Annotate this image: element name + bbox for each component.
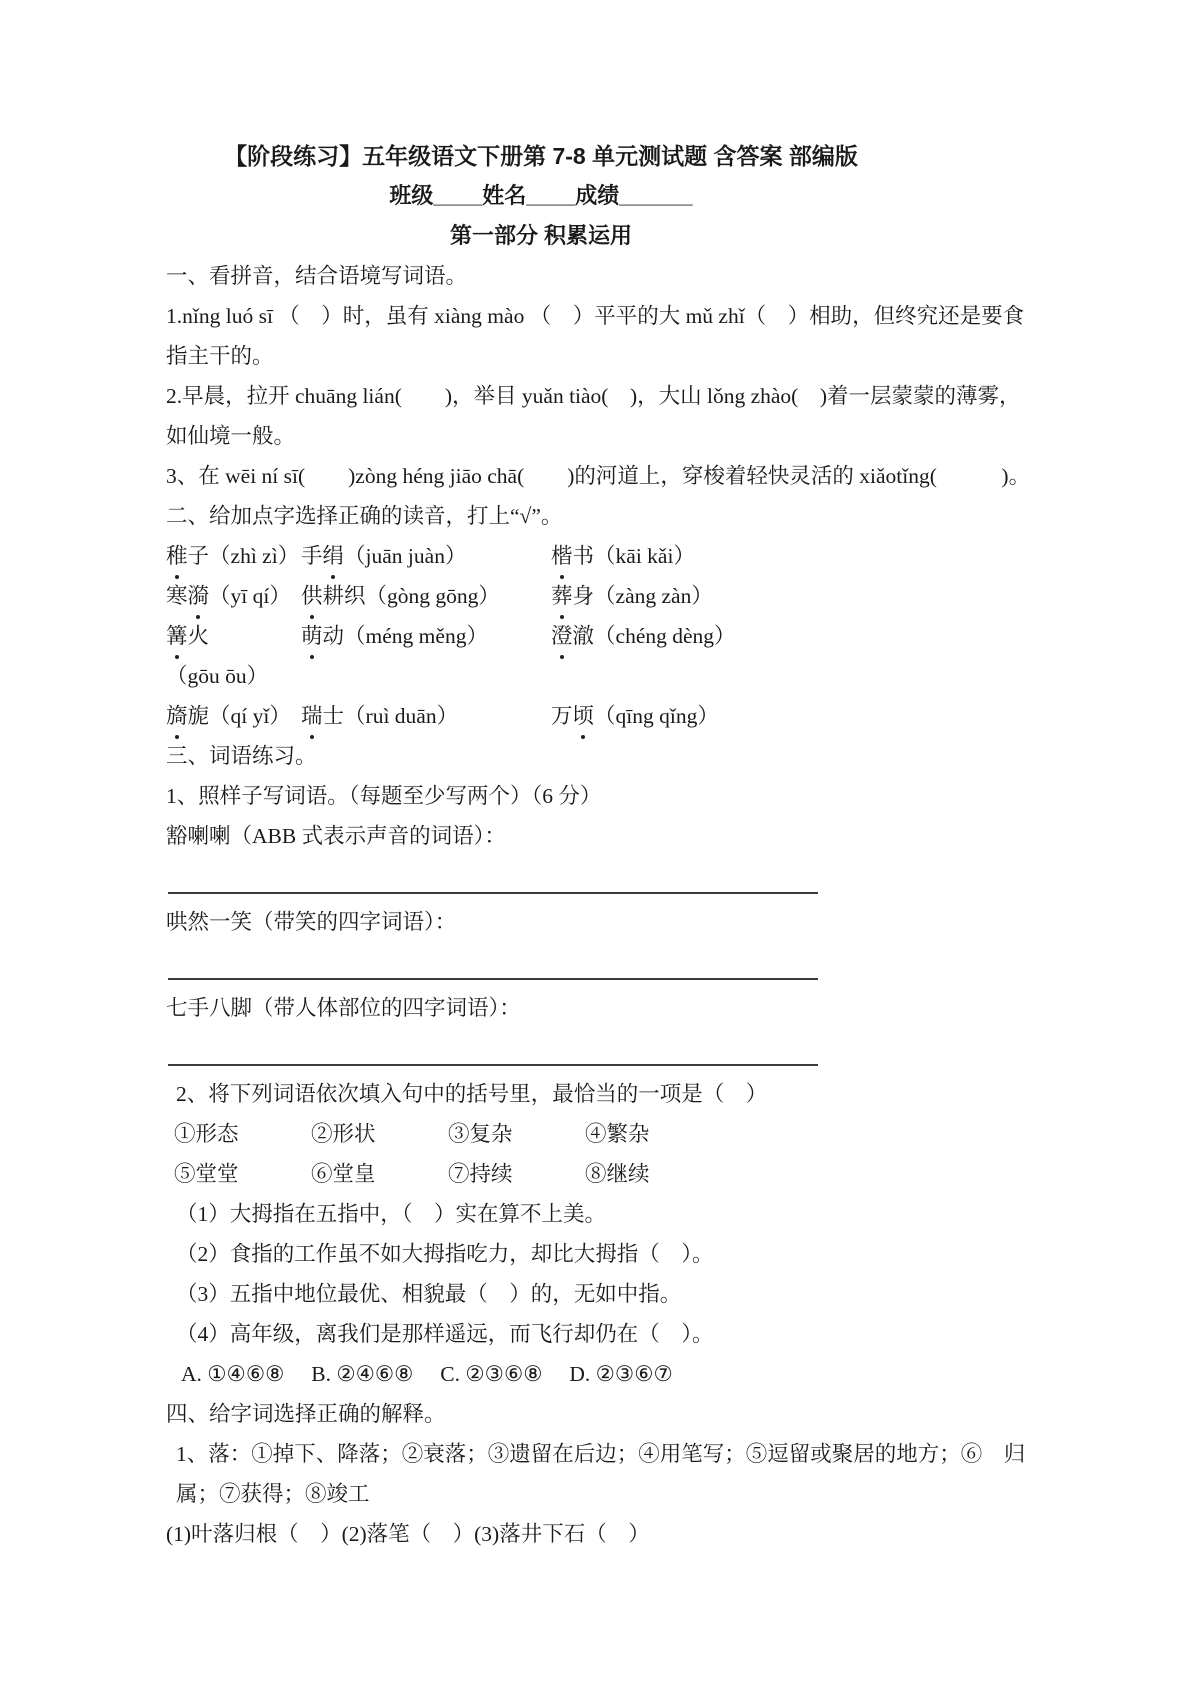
pronunciation-item [551, 576, 1036, 616]
option-item: ①形态 [174, 1122, 239, 1146]
section-one-heading: 一、看拼音，结合语境写词语。 [166, 264, 468, 288]
word-post: 士 [322, 704, 345, 728]
pronunciation-row [166, 576, 1036, 616]
answer-blank-line [168, 868, 818, 894]
dotted-char: 顷 [573, 696, 595, 736]
q2-sentence-2: （2）食指的工作虽不如大拇指吃力，却比大拇指（ ）。 [176, 1242, 714, 1266]
word-pre: 寒 [166, 584, 188, 608]
pinyin-item-1: 1.nǐng luó sī （ ）时，虽有 xiàng mào （ ）平平的大 mǔ zhǐ（ ）相助，但终究还是要食指主干的。 [166, 304, 1025, 368]
dotted-char: 瑞 [301, 696, 323, 736]
pronunciation-item [301, 576, 551, 616]
word-post: 动 [322, 624, 345, 648]
q1-example-body: 七手八脚（带人体部位的四字词语）： [166, 996, 521, 1020]
answer-blank-line [168, 1040, 818, 1066]
pronunciation-row [166, 616, 1036, 696]
dotted-char: 萌 [301, 616, 323, 656]
answer-blank-line [168, 954, 818, 980]
pinyin-choices: （gōu ōu） [166, 664, 269, 688]
option-item: ⑥堂皇 [311, 1162, 376, 1186]
pinyin-choices: （yī qí） [209, 584, 291, 608]
definitions-list: 1、落：①掉下、降落；②衰落；③遗留在后边；④用笔写；⑤逗留或聚居的地方；⑥ 归属；⑦获得；⑧竣工 [176, 1442, 1026, 1506]
pronunciation-item [551, 696, 1036, 736]
option-item: ④繁杂 [585, 1122, 650, 1146]
pinyin-choices: （ruì duān） [344, 704, 459, 728]
pinyin-choices: （gòng gōng） [365, 584, 500, 608]
pronunciation-item [551, 536, 1036, 576]
pronunciation-item [166, 696, 301, 736]
word-post: 火 [187, 624, 210, 648]
q2-answer-choices: A. ①④⑥⑧ B. ②④⑥⑧ C. ②③⑥⑧ D. ②③⑥⑦ [181, 1362, 673, 1386]
q1-example-abb: 豁喇喇（ABB 式表示声音的词语）： [166, 824, 506, 848]
dotted-char: 供 [301, 576, 323, 616]
q2-sentence-1: （1）大拇指在五指中，（ ）实在算不上美。 [176, 1202, 607, 1226]
option-item: ②形状 [311, 1122, 376, 1146]
pinyin-choices: （méng měng） [344, 624, 488, 648]
option-item: ⑧继续 [585, 1162, 650, 1186]
word-post: 子 [187, 544, 210, 568]
dotted-char: 篝 [166, 616, 188, 656]
section-two-heading: 二、给加点字选择正确的读音，打上“√”。 [166, 504, 563, 528]
dotted-char: 稚 [166, 536, 188, 576]
word-pre: 万 [551, 704, 573, 728]
pinyin-item-3: 3、在 wēi ní sī( )zòng héng jiāo chā( )的河道上，穿梭着轻快灵活的 xiǎotǐng( )。 [166, 464, 1031, 488]
section-word-practice [166, 736, 1036, 1394]
word-post: 书 [572, 544, 595, 568]
pinyin-choices: （chéng dèng） [594, 624, 736, 648]
q1-example-smile: 哄然一笑（带笑的四字词语）： [166, 910, 457, 934]
option-item: ⑤堂堂 [174, 1162, 239, 1186]
pinyin-choices: （zhì zì） [209, 544, 300, 568]
dotted-char: 葬 [551, 576, 573, 616]
pronunciation-item [301, 696, 551, 736]
pronunciation-row [166, 696, 1036, 736]
pinyin-choices: （qí yǐ） [209, 704, 291, 728]
dotted-char: 旖 [166, 696, 188, 736]
pinyin-choices: （zàng zàn） [594, 584, 713, 608]
class-name-score-line: 班级____姓名____成绩______ [389, 183, 693, 208]
pinyin-choices: （juān juàn） [344, 544, 467, 568]
section-three-heading: 三、词语练习。 [166, 744, 317, 768]
section-pronunciation [166, 496, 1036, 736]
word-post: 澈 [572, 624, 595, 648]
word-post: 身 [572, 584, 595, 608]
word-post: 耕织 [322, 584, 366, 608]
pronunciation-row [166, 536, 1036, 576]
word-post: 旎 [187, 704, 210, 728]
document-header [166, 136, 1036, 256]
dotted-char: 漪 [188, 576, 210, 616]
document-title: 【阶段练习】五年级语文下册第 7-8 单元测试题 含答案 部编版 [224, 143, 858, 169]
q2-sentence-4: （4）高年级，离我们是那样遥远，而飞行却仍在（ ）。 [176, 1322, 714, 1346]
dotted-char: 楷 [551, 536, 573, 576]
pinyin-choices: （kāi kǎi） [594, 544, 695, 568]
section-four-heading: 四、给字词选择正确的解释。 [166, 1402, 446, 1426]
q2-sentence-3: （3）五指中地位最优、相貌最（ ）的，无如中指。 [176, 1282, 682, 1306]
section-definitions [166, 1394, 1036, 1554]
pronunciation-item [166, 616, 301, 696]
option-item: ⑦持续 [448, 1162, 513, 1186]
options-row [166, 1114, 1036, 1154]
pinyin-item-2: 2.早晨，拉开 chuāng lián( )，举目 yuǎn tiào( )，大山 lǒng zhào( )着一层蒙蒙的薄雾，如仙境一般。 [166, 384, 1021, 448]
dotted-char: 绢 [323, 536, 345, 576]
word-pre: 手 [301, 544, 323, 568]
pinyin-choices: （qīng qǐng） [594, 704, 719, 728]
pronunciation-item [166, 536, 301, 576]
options-row [166, 1154, 1036, 1194]
pronunciation-item [301, 616, 551, 696]
definition-apply-items: (1)叶落归根（ ）(2)落笔（ ）(3)落井下石（ ） [166, 1522, 650, 1546]
pronunciation-item [166, 576, 301, 616]
q2-prompt: 2、将下列词语依次填入句中的括号里，最恰当的一项是（ ） [176, 1082, 768, 1106]
q1-prompt: 1、照样子写词语。（每题至少写两个）（6 分） [166, 784, 602, 808]
part-one-heading: 第一部分 积累运用 [449, 223, 633, 248]
section-pinyin [166, 256, 1036, 496]
pronunciation-item [301, 536, 551, 576]
dotted-char: 澄 [551, 616, 573, 656]
pronunciation-item [551, 616, 1036, 696]
option-item: ③复杂 [448, 1122, 513, 1146]
